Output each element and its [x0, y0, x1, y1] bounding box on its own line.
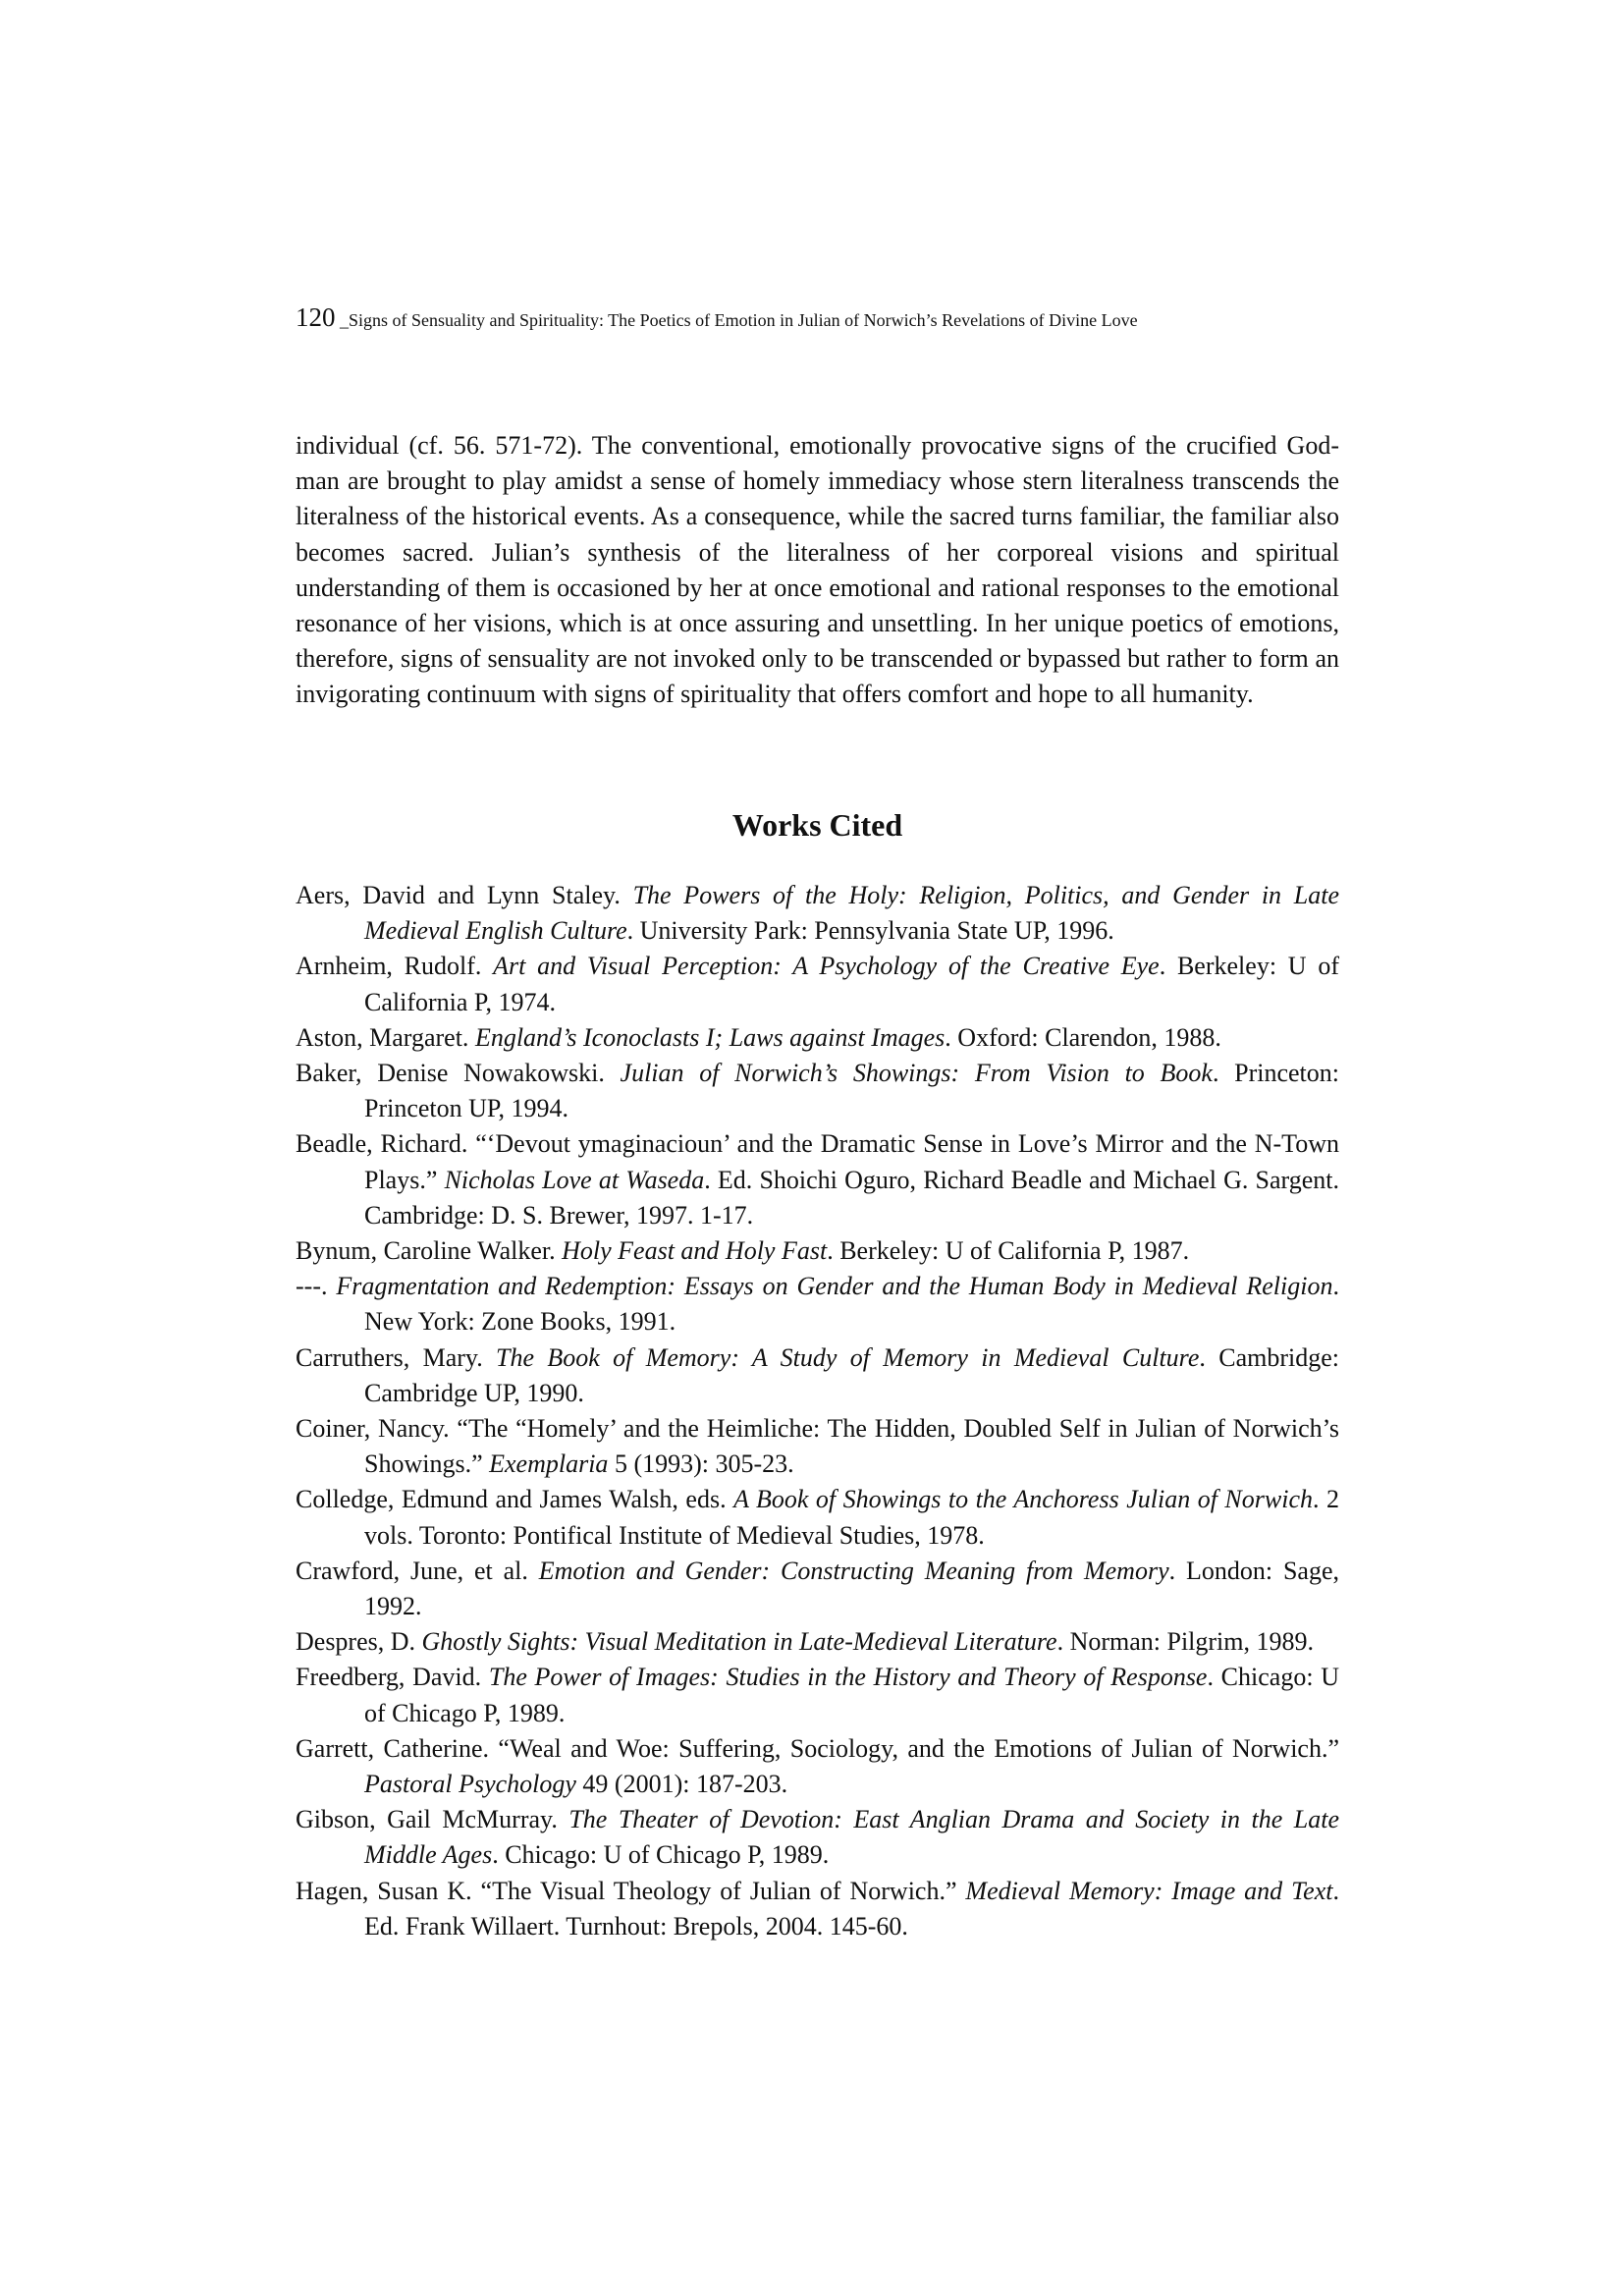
citation-entry: Colledge, Edmund and James Walsh, eds. A Book of Showings to the Anchoress Julian of Norwich. 2 vols. Toronto: Pontifical Institute of Medieval Studies, 1978. [296, 1485, 1340, 1550]
works-cited-heading: Works Cited [731, 807, 903, 843]
works-cited-list [296, 878, 1339, 1944]
running-header [296, 302, 1346, 333]
citation-entry: Freedberg, David. The Power of Images: Studies in the History and Theory of Response. Chicago: U of Chicago P, 1989. [296, 1663, 1340, 1727]
citation-entry: Arnheim, Rudolf. Art and Visual Perception: A Psychology of the Creative Eye. Berkeley: U of California P, 1974. [296, 952, 1339, 1016]
citation-entry: Carruthers, Mary. The Book of Memory: A Study of Memory in Medieval Culture. Cambridge: Cambridge UP, 1990. [296, 1342, 1339, 1407]
citation-entry: Baker, Denise Nowakowski. Julian of Norwich’s Showings: From Vision to Book. Princeton: Princeton UP, 1994. [296, 1059, 1340, 1123]
citation-entry: Gibson, Gail McMurray. The Theater of Devotion: East Anglian Drama and Society in the Late Middle Ages. Chicago: U of Chicago P, 1989. [296, 1805, 1339, 1870]
citation-entry: Despres, D. Ghostly Sights: Visual Meditation in Late-Medieval Literature. Norman: Pilgrim, 1989. [296, 1627, 1314, 1657]
body-paragraph: individual (cf. 56. 571-72). The conventional, emotionally provocative signs of the crucified God-man are brought to play amidst a sense of homely immediacy whose stern literalness transcends the literalness of the historical events. As a consequence, while the sacred turns familiar, the familiar also becomes sacred. Julian’s synthesis of the literalness of her corporeal visions and spiritual understanding of them is occasioned by her at once emotional and rational responses to the emotional resonance of her visions, which is at once assuring and unsettling. In her unique poetics of emotions, therefore, signs of sensuality are not invoked only to be transcended or bypassed but rather to form an invigorating continuum with signs of spirituality that offers comfort and hope to all humanity. [296, 431, 1339, 709]
citation-entry: Aston, Margaret. England’s Iconoclasts I; Laws against Images. Oxford: Clarendon, 1988. [296, 1022, 1221, 1052]
citation-entry: Crawford, June, et al. Emotion and Gender: Constructing Meaning from Memory. London: Sage, 1992. [296, 1556, 1339, 1621]
citation-entry: Aers, David and Lynn Staley. The Powers of the Holy: Religion, Politics, and Gender in Late Medieval English Culture. University Park: Pennsylvania State UP, 1996. [296, 881, 1340, 946]
page-number: 120 [296, 302, 336, 332]
citation-entry: Coiner, Nancy. “The “Homely’ and the Heimliche: The Hidden, Doubled Self in Julian of Norwich’s Showings.” Exemplaria 5 (1993): 305-23. [296, 1414, 1339, 1479]
running-title: _Signs of Sensuality and Spirituality: The Poetics of Emotion in Julian of Norwich’s Revelations of Divine Love [335, 310, 1138, 330]
citation-entry: ---. Fragmentation and Redemption: Essays on Gender and the Human Body in Medieval Religion. New York: Zone Books, 1991. [296, 1272, 1339, 1337]
citation-entry: Bynum, Caroline Walker. Holy Feast and Holy Fast. Berkeley: U of California P, 1987. [296, 1236, 1190, 1266]
citation-entry: Hagen, Susan K. “The Visual Theology of Julian of Norwich.” Medieval Memory: Image and Text. Ed. Frank Willaert. Turnhout: Brepols, 2004. 145-60. [296, 1876, 1339, 1941]
citation-entry: Beadle, Richard. “‘Devout ymaginacioun’ and the Dramatic Sense in Love’s Mirror and the N-Town Plays.” Nicholas Love at Waseda. Ed. Shoichi Oguro, Richard Beadle and Michael G. Sargent. Cambridge: D. S. Brewer, 1997. 1-17. [296, 1129, 1339, 1230]
citation-entry: Garrett, Catherine. “Weal and Woe: Suffering, Sociology, and the Emotions of Julian of Norwich.” Pastoral Psychology 49 (2001): 187-203. [296, 1733, 1339, 1799]
